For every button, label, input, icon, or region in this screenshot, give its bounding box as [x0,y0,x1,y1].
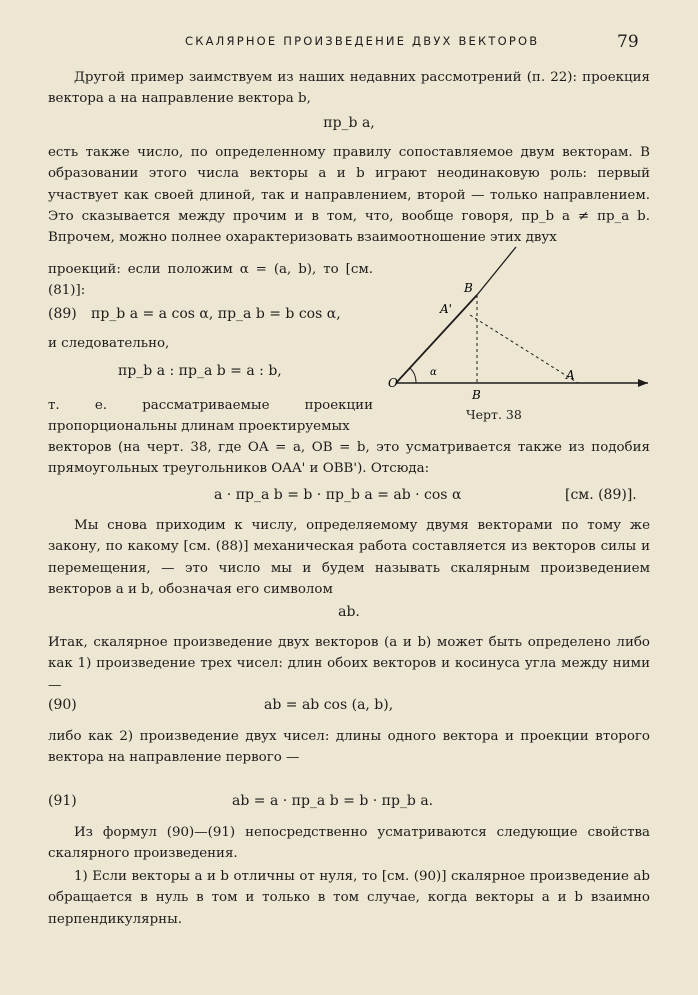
paragraph-8: Итак, скалярное произведение двух векторов (a и b) может быть определено либо как 1) произведение трех чисел: длин обоих векторов и косинуса угла между ними — [48,635,650,693]
label-o: O [388,376,398,390]
eq-90-number: (90) [48,697,77,713]
figure-38 [386,237,676,437]
formula-scalar: a · пр_a b = b · пр_b a = ab · cos α [214,487,462,503]
label-b-prime: B [472,388,481,402]
label-b: B [464,281,473,295]
paragraph-6: векторов (на черт. 38, где OA = a, OB = b, это усматривается также из подобия прямоугольных треугольников OAA' и OBB'). Отсюда: [48,440,650,477]
angle-arc [410,368,416,383]
page-number: 79 [617,32,639,52]
arrowhead-a [638,379,648,387]
running-head-title: СКАЛЯРНОЕ ПРОИЗВЕДЕНИЕ ДВУХ ВЕКТОРОВ [185,34,540,48]
label-alpha: α [430,367,437,378]
paragraph-5: т. е. рассматриваемые проекции пропорциональны длинам проектируемых [48,398,373,435]
perpendicular-aa [470,315,578,383]
eq-90: ab = ab cos (a, b), [264,697,394,713]
paragraph-9: либо как 2) произведение двух чисел: длины одного вектора и проекции второго вектора на направление первого — [48,729,650,766]
formula-ratio: пр_b a : пр_a b = a : b, [118,363,282,379]
eq-91: ab = a · пр_a b = b · пр_b a. [232,793,434,809]
paragraph-7: Мы снова приходим к числу, определяемому двумя векторами по тому же закону, по какому [см. (88)] механическая работа составляется из векторов силы и перемещения, — это число мы и будем называть скалярным произведением векторов a и b, обозначая его символом [48,518,650,597]
eq-91-number: (91) [48,793,77,809]
label-a-prime: A' [440,302,452,316]
paragraph-4: и следовательно, [48,336,170,351]
paragraph-3: проекций: если положим α = (a, b), то [см. (81)]: [48,262,373,299]
formula-projection: пр_b a, [323,115,375,131]
figure-38-drawing [386,237,676,407]
eq-89: пр_b a = a cos α, пр_a b = b cos α, [91,306,341,322]
running-head [0,32,698,54]
label-a: A [566,368,575,382]
paragraph-11: 1) Если векторы a и b отличны от нуля, то [см. (90)] скалярное произведение ab обращается в нуль в том и только в том случае, когда векторы a и b взаимно перпендикулярны. [48,869,650,927]
eq-89-number: (89) [48,306,77,322]
formula-scalar-ref: [см. (89)]. [565,487,637,503]
paragraph-2: есть также число, по определенному правилу сопоставляемое двум векторам. В образовании этого числа векторы a и b играют неодинаковую роль: первый участвует как своей длиной, так и направлением, второй — только направлением. Это сказывается между прочим и в том, что, вообще говоря, пр_b a ≠ пр_a b. Впрочем, можно полнее охарактеризовать взаимоотношение этих двух [48,145,650,246]
paragraph-1: Другой пример заимствуем из наших недавних рассмотрений (п. 22): проекция вектора a на направление вектора b, [48,70,650,107]
vector-ob-extension [477,247,516,295]
figure-caption: Черт. 38 [466,407,522,422]
paragraph-10: Из формул (90)—(91) непосредственно усматриваются следующие свойства скалярного произведения. [48,825,650,862]
formula-ab: ab. [338,604,360,620]
